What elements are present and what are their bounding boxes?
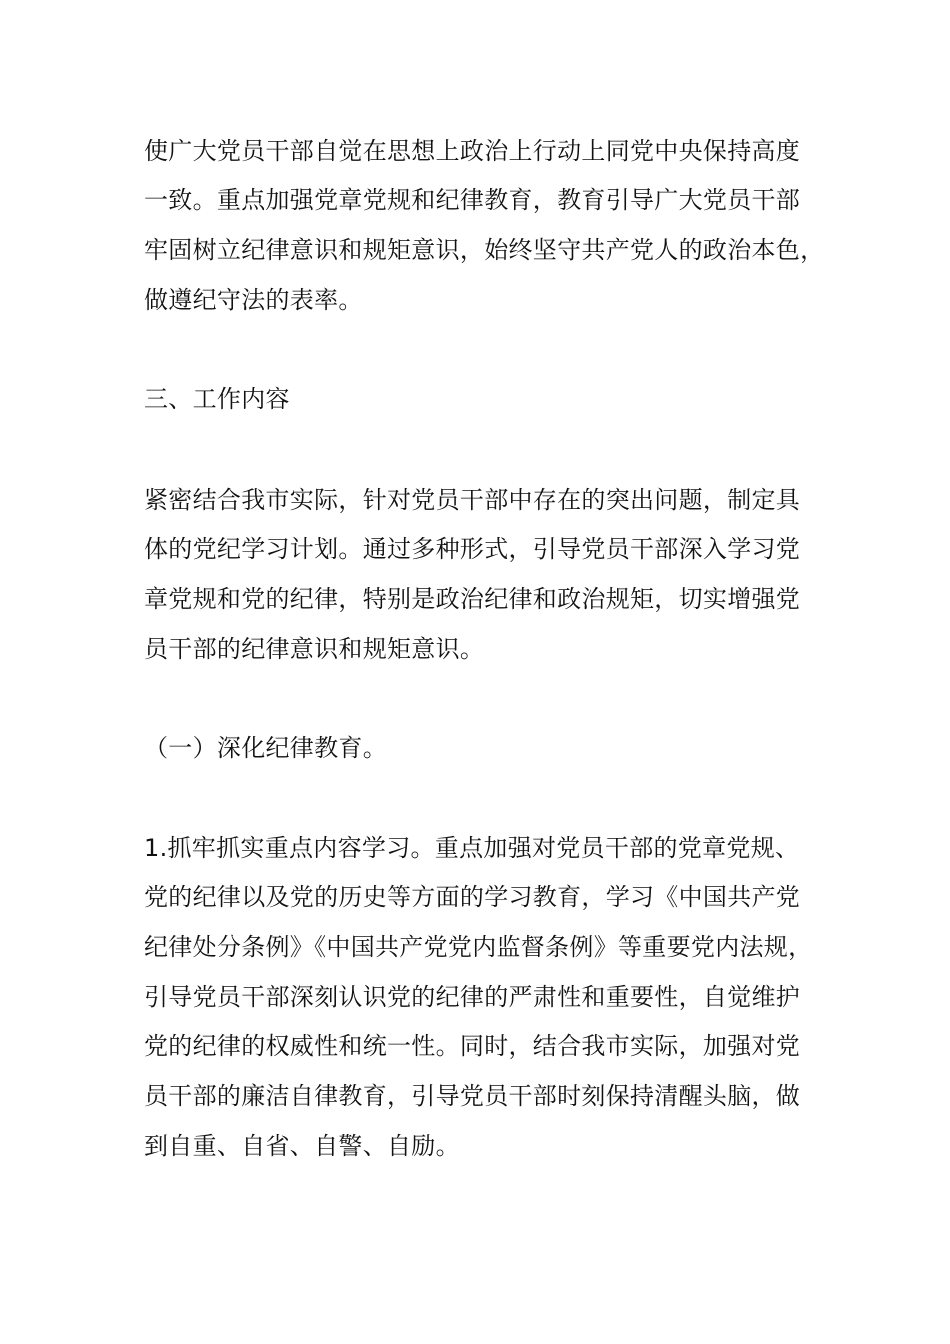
section-heading: 三、工作内容 xyxy=(144,385,290,413)
subsection-heading: （一）深化纪律教育。 xyxy=(144,734,387,762)
paragraph-line: 引导党员干部深刻认识党的纪律的严肃性和重要性，自觉维护 xyxy=(144,983,801,1011)
paragraph-line: 党的纪律以及党的历史等方面的学习教育，学习《中国共产党 xyxy=(144,883,801,911)
paragraph-line: 使广大党员干部自觉在思想上政治上行动上同党中央保持高度 xyxy=(144,137,801,165)
paragraph-line: 牢固树立纪律意识和规矩意识，始终坚守共产党人的政治本色， xyxy=(144,236,825,264)
paragraph-line: 体的党纪学习计划。通过多种形式，引导党员干部深入学习党 xyxy=(144,535,801,563)
paragraph-line: 1.抓牢抓实重点内容学习。重点加强对党员干部的党章党规、 xyxy=(144,834,800,862)
paragraph-line: 员干部的纪律意识和规矩意识。 xyxy=(144,635,485,663)
paragraph-line: 纪律处分条例》《中国共产党党内监督条例》等重要党内法规， xyxy=(144,933,813,961)
paragraph-line: 章党规和党的纪律，特别是政治纪律和政治规矩，切实增强党 xyxy=(144,585,801,613)
paragraph-line: 到自重、自省、自警、自励。 xyxy=(144,1132,460,1160)
paragraph-line: 一致。重点加强党章党规和纪律教育，教育引导广大党员干部 xyxy=(144,186,801,214)
paragraph-line: 做遵纪守法的表率。 xyxy=(144,286,363,314)
paragraph-line: 员干部的廉洁自律教育，引导党员干部时刻保持清醒头脑，做 xyxy=(144,1082,801,1110)
paragraph-line: 紧密结合我市实际，针对党员干部中存在的突出问题，制定具 xyxy=(144,486,801,514)
paragraph-line: 党的纪律的权威性和统一性。同时，结合我市实际，加强对党 xyxy=(144,1032,801,1060)
